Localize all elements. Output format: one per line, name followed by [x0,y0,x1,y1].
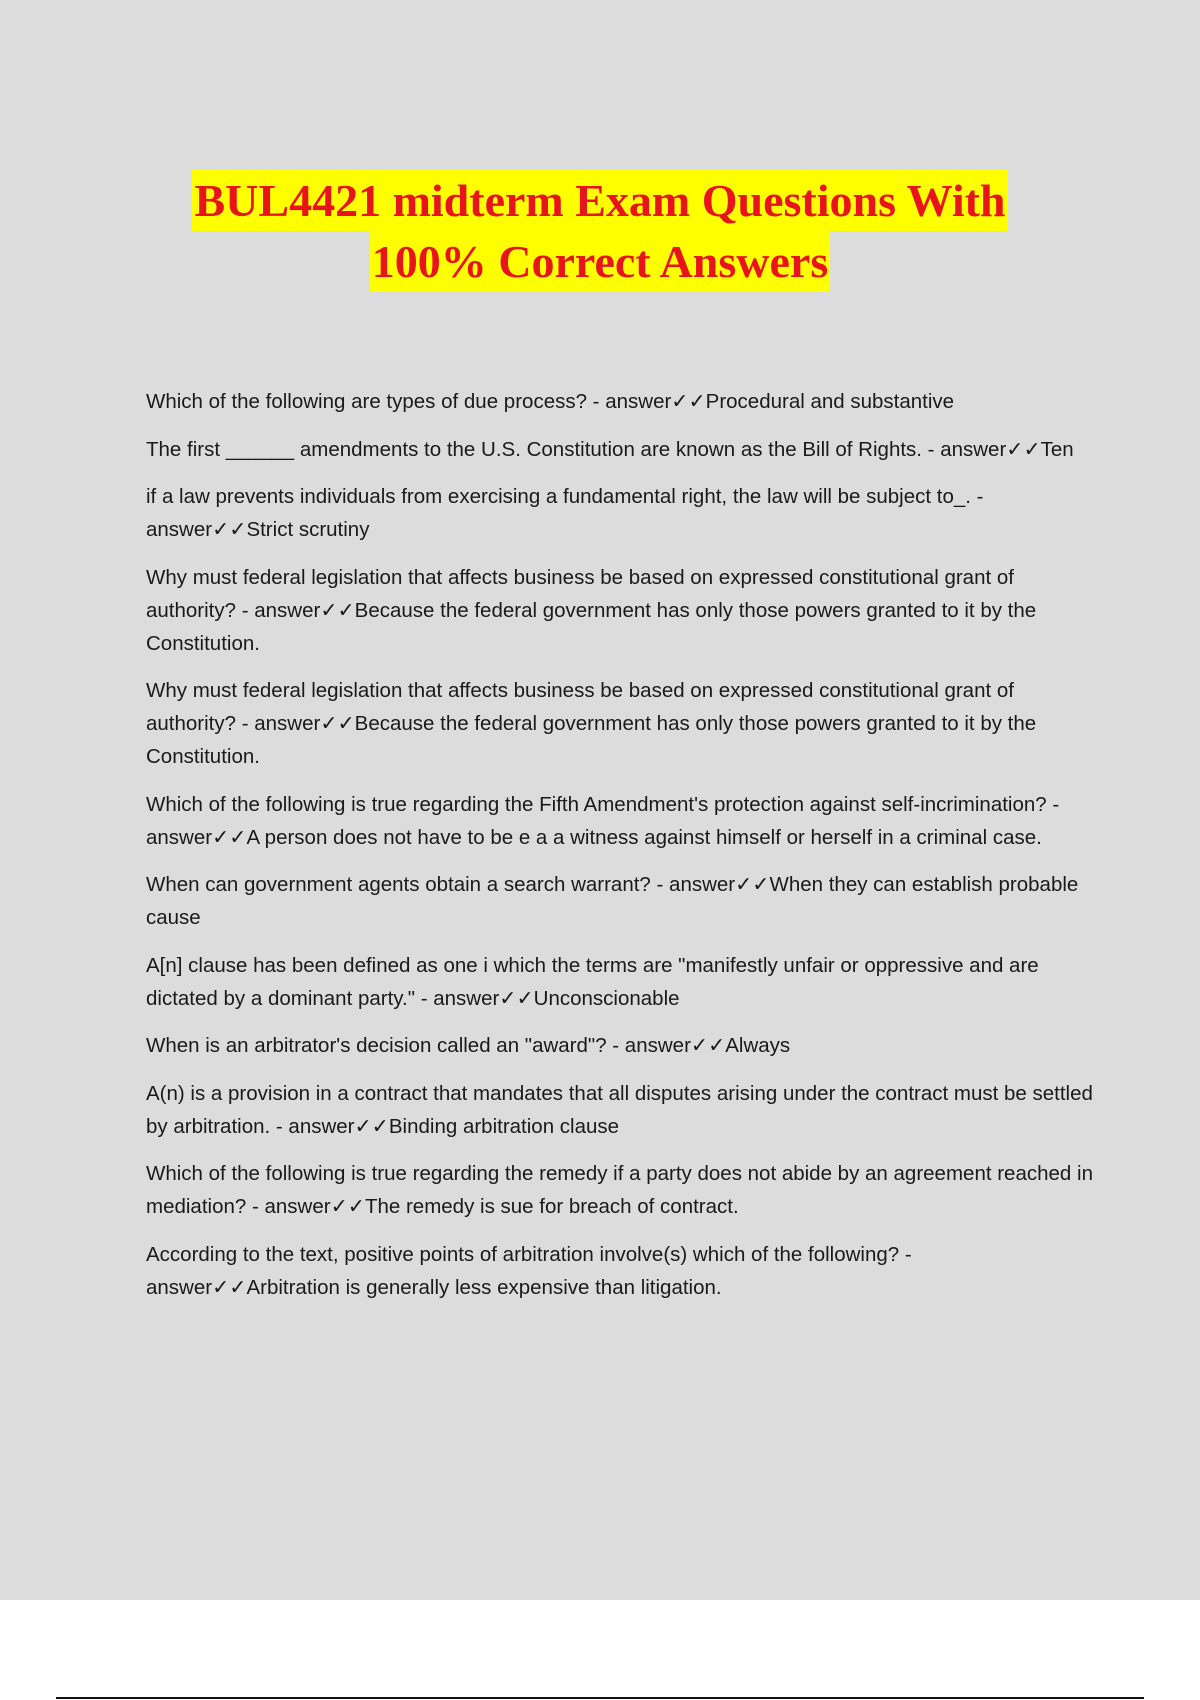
footer-divider [56,1697,1144,1699]
qa-item: Which of the following is true regarding the remedy if a party does not abide by an agreement reached in mediation? - answer✓✓The remedy is sue for breach of contract. [146,1162,1093,1218]
qa-item: if a law prevents individuals from exercising a fundamental right, the law will be subject to_. - answer✓✓Strict scrutiny [146,485,984,541]
title-line-1: BUL4421 midterm Exam Questions With [192,170,1007,231]
qa-item: According to the text, positive points of arbitration involve(s) which of the following? - answer✓✓Arbitration is generally less expensive than litigation. [146,1242,912,1299]
qa-item: Why must federal legislation that affects business be based on expressed constitutional grant of authority? - answer✓✓Because the federal government has only those powers granted to it by the Constitution. [146,679,1037,768]
qa-item: Which of the following is true regarding the Fifth Amendment's protection against self-incrimination? - answer✓✓A person does not have to be e a a witness against himself or herself in a criminal case. [146,792,1060,849]
qa-item: Why must federal legislation that affects business be based on expressed constitutional grant of authority? - answer✓✓Because the federal government has only those powers granted to it by the Constitution. [146,565,1037,655]
qa-item: A(n) is a provision in a contract that mandates that all disputes arising under the contract must be settled by arbitration. - answer✓✓Binding arbitration clause [146,1081,1093,1138]
qa-list [146,385,1096,1318]
document-title [0,170,1200,292]
qa-item: When is an arbitrator's decision called an "award"? - answer✓✓Always [146,1034,791,1057]
qa-item: A[n] clause has been defined as one i which the terms are "manifestly unfair or oppressive and are dictated by a dominant party." - answer✓✓Unconscionable [146,953,1039,1010]
title-line-2: 100% Correct Answers [370,231,831,292]
qa-item: Which of the following are types of due process? - answer✓✓Procedural and substantive [146,390,955,413]
qa-item: The first ______ amendments to the U.S. Constitution are known as the Bill of Rights. - answer✓✓Ten [146,437,1074,461]
qa-item: When can government agents obtain a search warrant? - answer✓✓When they can establish probable cause [146,873,1079,929]
